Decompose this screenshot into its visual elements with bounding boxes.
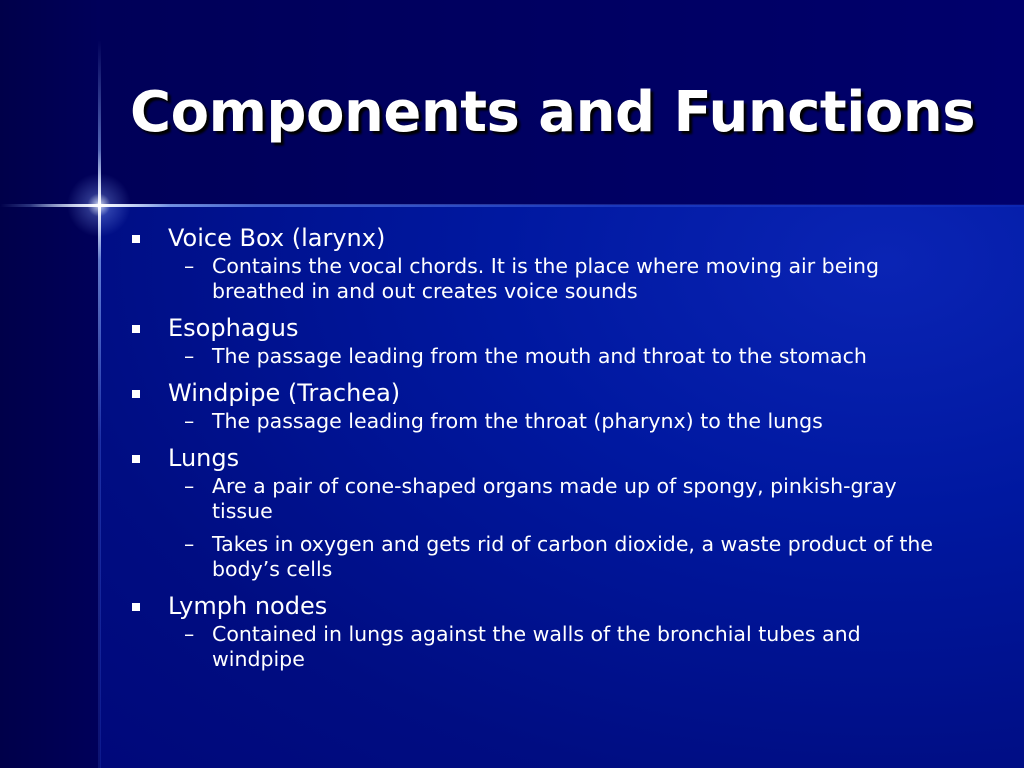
- bullet-item-voice-box: [130, 222, 950, 254]
- light-flare-horizontal: [30, 204, 170, 207]
- sub-bullet-item: [130, 254, 950, 304]
- bullet-list: [130, 222, 950, 680]
- square-bullet-icon: [132, 235, 140, 243]
- sub-bullet-text: Takes in oxygen and gets rid of carbon dioxide, a waste product of the body’s cells: [212, 532, 933, 581]
- square-bullet-icon: [132, 455, 140, 463]
- sub-bullet-text: The passage leading from the mouth and throat to the stomach: [212, 344, 867, 368]
- sub-bullet-text: Are a pair of cone-shaped organs made up of spongy, pinkish-gray tissue: [212, 474, 897, 523]
- sub-bullet-item: [130, 474, 950, 524]
- bullet-label: Voice Box (larynx): [168, 224, 386, 252]
- slide-title: Components and Functions: [130, 80, 976, 145]
- bullet-item-lymph-nodes: [130, 590, 950, 622]
- square-bullet-icon: [132, 603, 140, 611]
- sub-bullet-text: Contains the vocal chords. It is the place where moving air being breathed in and out creates voice sounds: [212, 254, 880, 303]
- bullet-label: Lungs: [168, 444, 240, 472]
- dash-bullet: –: [184, 254, 195, 278]
- bullet-label: Esophagus: [168, 314, 299, 342]
- sub-bullet-item: [130, 344, 950, 369]
- bullet-item-windpipe: [130, 377, 950, 409]
- sub-bullet-text: The passage leading from the throat (pharynx) to the lungs: [212, 409, 823, 433]
- bullet-item-esophagus: [130, 312, 950, 344]
- sub-bullet-item: [130, 532, 950, 582]
- bullet-item-lungs: [130, 442, 950, 474]
- bullet-label: Lymph nodes: [168, 592, 328, 620]
- dash-bullet: –: [184, 344, 195, 368]
- bullet-label: Windpipe (Trachea): [168, 379, 401, 407]
- square-bullet-icon: [132, 390, 140, 398]
- dash-bullet: –: [184, 474, 195, 498]
- sub-bullet-text: Contained in lungs against the walls of the bronchial tubes and windpipe: [212, 622, 861, 671]
- sub-bullet-item: [130, 622, 950, 672]
- dash-bullet: –: [184, 622, 195, 646]
- square-bullet-icon: [132, 325, 140, 333]
- dash-bullet: –: [184, 532, 195, 556]
- sub-bullet-item: [130, 409, 950, 434]
- dash-bullet: –: [184, 409, 195, 433]
- left-background-band: [0, 0, 100, 768]
